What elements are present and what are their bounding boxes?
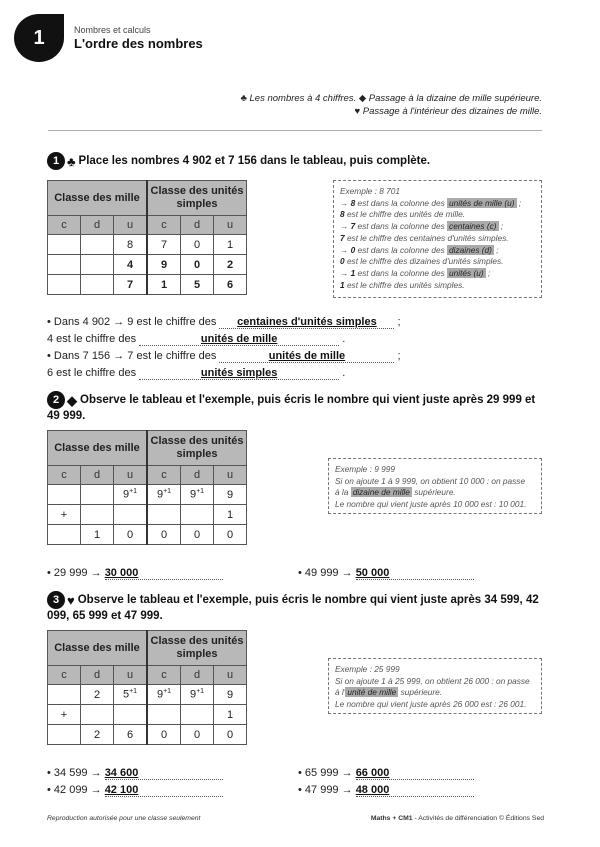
diamond-icon: ◆: [67, 392, 77, 408]
answer-field[interactable]: centaines d'unités simples: [237, 316, 377, 328]
header-unites: Classe des unités simples: [147, 181, 247, 216]
table-row: 7 1 5 6: [48, 275, 247, 295]
table-row: + 1: [48, 505, 247, 525]
answer-field[interactable]: 34 600: [104, 767, 139, 779]
exercise-1-instruction: 1 ♣ Place les nombres 4 902 et 7 156 dans le tableau, puis complète.: [47, 152, 547, 170]
heart-icon: ♥: [354, 106, 361, 117]
answer-field[interactable]: unités de mille: [200, 333, 278, 345]
table-row: $9^{+1}$ $9^{+1}$ $9^{+1}$ 9: [48, 485, 247, 505]
table-row: + 1: [48, 705, 247, 725]
club-icon: ♣: [67, 153, 76, 169]
answer-line: • 47 999 → 48 000: [298, 784, 474, 797]
answer-line: • 42 099 → 42 100: [47, 784, 223, 797]
chapter-number: 1: [33, 26, 45, 49]
chapter-subtitle: Nombres et calculs: [74, 25, 151, 35]
example-box-2: Exemple : 9 999 Si on ajoute 1 à 9 999, on obtient 10 000 : on passe à la dizaine de mille supérieure. Le nombre qui vient juste après 10 000 est : 10 001.: [328, 458, 542, 514]
legend-line-2: ♥ Passage à l'intérieur des dizaines de mille.: [354, 106, 542, 117]
footer-left: Reproduction autorisée pour une classe seulement: [47, 815, 201, 822]
answer-line: • 29 999 → 30 000: [47, 567, 223, 580]
table-row: 2 6 0 0 0: [48, 725, 247, 745]
answer-field[interactable]: 42 100: [104, 784, 139, 796]
example-box-3: Exemple : 25 999 Si on ajoute 1 à 25 999, on obtient 26 000 : on passe à l' unité de mille supérieure. Le nombre qui vient juste après 26 000 est : 26 001.: [328, 658, 542, 714]
heart-icon: ♥: [67, 592, 75, 608]
exercise-number: 3: [47, 591, 65, 609]
sentence-1a: • Dans 4 902 → 9 est le chiffre des centaines d'unités simples ;: [47, 316, 401, 328]
example-box-1: Exemple : 8 701 → 8 est dans la colonne des unités de mille (u) ; 8 est le chiffre des unités de mille. → 7 est dans la colonne des centaines (c) ; 7 est le chiffre des centaines d'unités simples. → 0 est dans la colonne des dizaines (d) ; 0 est le chiffre des dizaines d'unités simples. → 1 est dans la colonne des unités (u) ; 1 est le chiffre des unités simples.: [333, 180, 542, 298]
answer-field[interactable]: 48 000: [355, 784, 390, 796]
place-value-table-3: Classe des mille Classe des unités simples c d u c d u 2 $5^{+1}$ $9^{+1}$ $9^{+1}$ 9 + 1 2 6 0 0 0: [47, 630, 247, 745]
exercise-number: 1: [47, 152, 65, 170]
table-row: 4 9 0 2: [48, 255, 247, 275]
sentence-2a: • Dans 7 156 → 7 est le chiffre des unités de mille ;: [47, 350, 401, 362]
answer-line: • 49 999 → 50 000: [298, 567, 474, 580]
table-row: 1 0 0 0 0: [48, 525, 247, 545]
answer-line: • 34 599 → 34 600: [47, 767, 223, 780]
divider: [48, 130, 542, 131]
table-row: 8 7 0 1: [48, 235, 247, 255]
answer-field[interactable]: unités simples: [200, 367, 278, 379]
place-value-table-2: Classe des mille Classe des unités simples c d u c d u $9^{+1}$ $9^{+1}$ $9^{+1}$ 9 + 1 1 0 0 0 0: [47, 430, 247, 545]
table-row: 2 $5^{+1}$ $9^{+1}$ $9^{+1}$ 9: [48, 685, 247, 705]
header-mille: Classe des mille: [48, 181, 148, 216]
answer-field[interactable]: 30 000: [104, 567, 139, 579]
sentence-2b: 6 est le chiffre des unités simples .: [47, 367, 346, 379]
answer-field[interactable]: 50 000: [355, 567, 390, 579]
exercise-3-instruction: 3 ♥ Observe le tableau et l'exemple, puis écris le nombre qui vient juste après 34 599, 42 099, 65 999 et 47 999.: [47, 592, 539, 622]
legend-line-1: ♣ Les nombres à 4 chiffres. ◆ Passage à la dizaine de mille supérieure.: [240, 93, 542, 104]
answer-line: • 65 999 → 66 000: [298, 767, 474, 780]
answer-field[interactable]: 66 000: [355, 767, 390, 779]
footer-right: Maths + CM1 - Activités de différenciation © Éditions Sed: [370, 815, 544, 822]
chapter-title: L'ordre des nombres: [74, 36, 203, 51]
place-value-table-1: Classe des mille Classe des unités simples c d u c d u 8 7 0 1 4 9 0 2 7 1 5 6: [47, 180, 247, 295]
chapter-badge: [14, 14, 64, 62]
diamond-icon: ◆: [358, 93, 367, 104]
exercise-number: 2: [47, 391, 65, 409]
club-icon: ♣: [240, 93, 247, 104]
sentence-1b: 4 est le chiffre des unités de mille .: [47, 333, 346, 345]
answer-field[interactable]: unités de mille: [268, 350, 346, 362]
exercise-2-instruction: 2 ◆ Observe le tableau et l'exemple, puis écris le nombre qui vient juste après 29 999 et 49 999.: [47, 392, 536, 422]
